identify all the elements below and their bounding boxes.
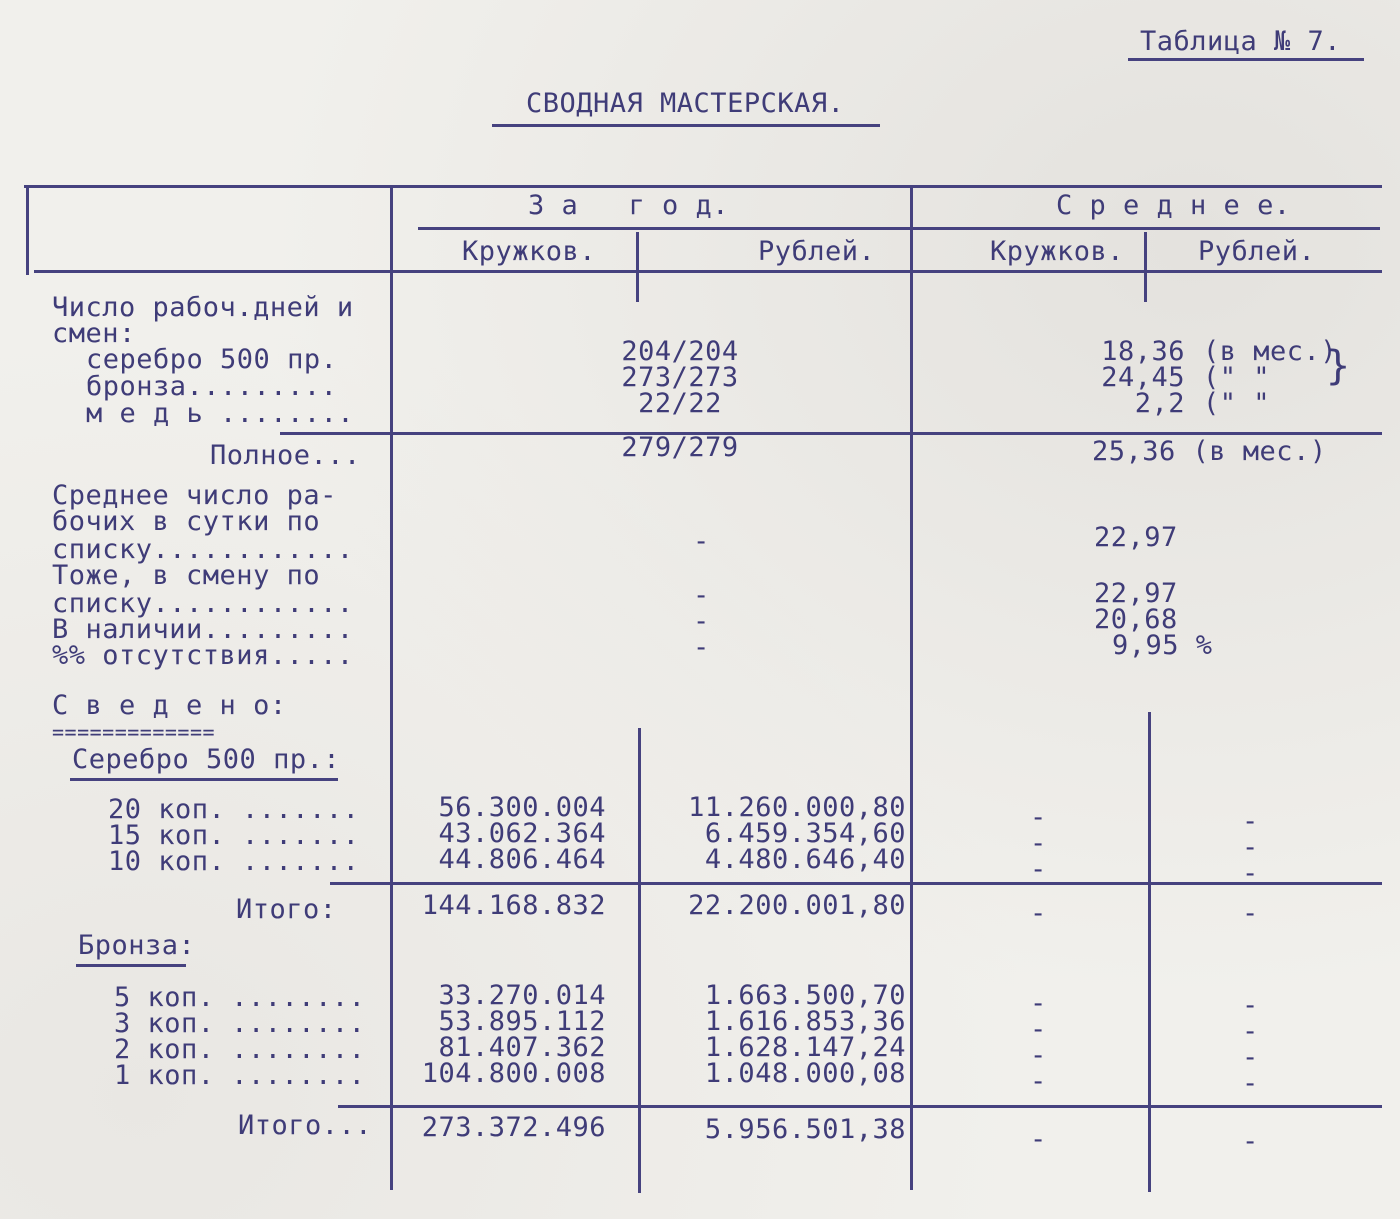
header-average: С р е д н е е. bbox=[1056, 190, 1291, 221]
silver-row-15-rubles: 6.459.354,60 bbox=[704, 818, 906, 849]
avg-mugs-dash: - bbox=[1030, 828, 1047, 859]
bronze-row-2-rubles: 1.628.147,24 bbox=[704, 1032, 906, 1063]
avg-rubles-dash: - bbox=[1242, 990, 1259, 1021]
workdays-label-line1: Число рабоч.дней и bbox=[52, 292, 354, 323]
workers-present-year: - bbox=[693, 606, 710, 637]
bronze-total-rule bbox=[338, 1105, 1382, 1108]
workdays-full-avg: 25,36 (в мес.) bbox=[1092, 436, 1327, 467]
silver-section-title: Серебро 500 пр.: bbox=[72, 744, 341, 775]
avg-split-rule-top bbox=[1144, 232, 1147, 302]
avg-mugs-dash: - bbox=[1030, 1014, 1047, 1045]
workdays-copper-note: (" " bbox=[1203, 388, 1271, 419]
workers-label-l7: %% отсутствия..... bbox=[52, 640, 354, 671]
silver-row-15-mugs: 43.062.364 bbox=[438, 818, 606, 849]
workdays-rule bbox=[280, 432, 1382, 435]
workers-label-l6: В наличии......... bbox=[52, 614, 354, 645]
workdays-full-label: Полное... bbox=[210, 440, 361, 471]
bronze-total-mugs: 273.372.496 bbox=[421, 1112, 606, 1143]
avg-rubles-dash: - bbox=[1242, 1126, 1259, 1157]
summary-title-underline: ============= bbox=[52, 720, 216, 744]
bronze-row-1-rubles: 1.048.000,08 bbox=[704, 1058, 906, 1089]
bronze-row-3-label: 3 коп. ........ bbox=[114, 1008, 366, 1039]
workers-absent-avg: 9,95 % bbox=[1112, 630, 1213, 661]
bronze-row-3-mugs: 53.895.112 bbox=[438, 1006, 606, 1037]
workdays-silver-label: серебро 500 пр. bbox=[86, 344, 338, 375]
workdays-copper-year: 22/22 bbox=[638, 388, 722, 419]
header-year-rubles: Рублей. bbox=[758, 236, 876, 267]
workdays-silver-note: (в мес.) bbox=[1203, 336, 1338, 367]
workers-label-l4: Тоже, в смену по bbox=[52, 560, 321, 591]
table-number: Таблица № 7. bbox=[1140, 26, 1342, 57]
bronze-total-rubles: 5.956.501,38 bbox=[704, 1114, 906, 1145]
workdays-bronze-avg: 24,45 bbox=[1101, 362, 1185, 393]
workers-day-avg: 22,97 bbox=[1094, 522, 1178, 553]
bronze-row-5-mugs: 33.270.014 bbox=[438, 980, 606, 1011]
left-border bbox=[26, 185, 29, 275]
avg-mugs-dash: - bbox=[1030, 1066, 1047, 1097]
title-underline bbox=[492, 124, 880, 127]
workers-shift-avg: 22,97 bbox=[1094, 578, 1178, 609]
silver-total-rubles: 22.200.001,80 bbox=[688, 890, 906, 921]
avg-rubles-dash: - bbox=[1242, 1068, 1259, 1099]
bronze-row-1-mugs: 104.800.008 bbox=[421, 1058, 606, 1089]
avg-mugs-dash: - bbox=[1030, 854, 1047, 885]
silver-row-10-label: 10 коп. ....... bbox=[108, 846, 360, 877]
workers-day-year: - bbox=[693, 526, 710, 557]
silver-row-10-rubles: 4.480.646,40 bbox=[704, 844, 906, 875]
workdays-full-year: 279/279 bbox=[621, 432, 739, 463]
header-bottom-rule bbox=[34, 270, 1382, 273]
silver-row-10-mugs: 44.806.464 bbox=[438, 844, 606, 875]
year-avg-rule bbox=[910, 185, 913, 1190]
label-column-rule bbox=[390, 185, 393, 1190]
workdays-bronze-year: 273/273 bbox=[621, 362, 739, 393]
workdays-copper-avg: 2,2 bbox=[1134, 388, 1185, 419]
workers-label-l1: Среднее число ра- bbox=[52, 480, 337, 511]
silver-title-underline bbox=[70, 778, 338, 781]
bronze-row-2-mugs: 81.407.362 bbox=[438, 1032, 606, 1063]
page-title: СВОДНАЯ МАСТЕРСКАЯ. bbox=[526, 88, 845, 119]
year-split-rule-top bbox=[636, 232, 639, 302]
summary-title: С в е д е н о: bbox=[52, 690, 287, 721]
workdays-label-line2: смен: bbox=[52, 318, 136, 349]
avg-rubles-dash: - bbox=[1242, 898, 1259, 929]
workdays-silver-avg: 18,36 bbox=[1101, 336, 1185, 367]
bronze-section-title: Бронза: bbox=[78, 930, 196, 961]
workers-absent-year: - bbox=[693, 632, 710, 663]
bronze-row-2-label: 2 коп. ........ bbox=[114, 1034, 366, 1065]
avg-rubles-dash: - bbox=[1242, 1042, 1259, 1073]
group-header-rule bbox=[418, 227, 1380, 230]
workdays-bronze-note: (" " bbox=[1203, 362, 1271, 393]
avg-rubles-dash: - bbox=[1242, 858, 1259, 889]
avg-rubles-dash: - bbox=[1242, 806, 1259, 837]
avg-rubles-dash: - bbox=[1242, 832, 1259, 863]
silver-row-20-mugs: 56.300.004 bbox=[438, 792, 606, 823]
header-avg-rubles: Рублей. bbox=[1198, 236, 1316, 267]
silver-total-mugs: 144.168.832 bbox=[421, 890, 606, 921]
avg-mugs-dash: - bbox=[1030, 802, 1047, 833]
avg-mugs-dash: - bbox=[1030, 988, 1047, 1019]
workers-label-l5: списку............ bbox=[52, 588, 354, 619]
avg-split-rule-bottom bbox=[1148, 712, 1151, 1192]
bronze-row-1-label: 1 коп. ........ bbox=[114, 1060, 366, 1091]
workers-present-avg: 20,68 bbox=[1094, 604, 1178, 635]
silver-total-rule bbox=[330, 882, 1382, 885]
avg-rubles-dash: - bbox=[1242, 1016, 1259, 1047]
bronze-row-5-label: 5 коп. ........ bbox=[114, 982, 366, 1013]
silver-row-20-rubles: 11.260.000,80 bbox=[688, 792, 906, 823]
workers-label-l3: списку............ bbox=[52, 534, 354, 565]
workers-shift-year: - bbox=[693, 580, 710, 611]
table-number-underline bbox=[1128, 58, 1364, 61]
header-avg-mugs: Кружков. bbox=[990, 236, 1125, 267]
bronze-row-3-rubles: 1.616.853,36 bbox=[704, 1006, 906, 1037]
silver-row-20-label: 20 коп. ....... bbox=[108, 794, 360, 825]
bronze-total-label: Итого... bbox=[238, 1110, 373, 1141]
header-year-mugs: Кружков. bbox=[462, 236, 597, 267]
workdays-silver-year: 204/204 bbox=[621, 336, 739, 367]
note-brace: } bbox=[1326, 343, 1351, 389]
silver-row-15-label: 15 коп. ....... bbox=[108, 820, 360, 851]
year-split-rule-bottom bbox=[638, 728, 641, 1193]
workers-label-l2: бочих в сутки по bbox=[52, 506, 321, 537]
bronze-title-underline bbox=[76, 964, 186, 967]
header-for-year: З а г о д. bbox=[528, 190, 730, 221]
workdays-bronze-label: бронза......... bbox=[86, 371, 338, 402]
avg-mugs-dash: - bbox=[1030, 898, 1047, 929]
bleed-through-text bbox=[990, 10, 1037, 40]
avg-mugs-dash: - bbox=[1030, 1124, 1047, 1155]
table-top-rule bbox=[24, 185, 1382, 188]
silver-total-label: Итого: bbox=[236, 894, 337, 925]
avg-mugs-dash: - bbox=[1030, 1040, 1047, 1071]
workdays-copper-label: м е д ь ........ bbox=[86, 398, 355, 429]
bronze-row-5-rubles: 1.663.500,70 bbox=[704, 980, 906, 1011]
